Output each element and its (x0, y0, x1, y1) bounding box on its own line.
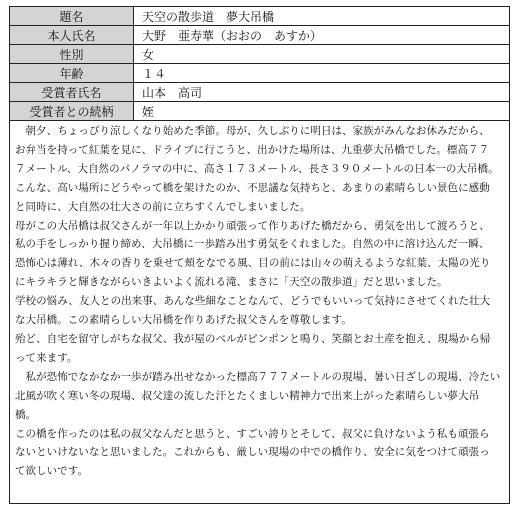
essay-line: この橋を作ったのは私の叔父なんだと思うと、すごい誇りとそして、叔父に負けないよう私も頑張ら (15, 427, 490, 440)
row-age (10, 64, 509, 83)
essay-line: 北風が吹く寒い冬の現場、叔父達の流した汗とたくましい精神力で出来上がった素晴らしい夢大吊 (15, 389, 480, 402)
value-awardee-name: 山本 高司 (142, 85, 203, 100)
essay-line: 殆ど、自宅を留守しがちな叔父、我が屋のベルがピンポンと鳴り、笑顔とお土産を抱え、現場から帰 (15, 332, 491, 345)
label-age: 年齢 (10, 64, 134, 82)
essay-line: 橋。 (15, 408, 37, 421)
essay-line: ７メートル、大自然のパノラマの中に、高さ１７３メートル、長さ３９０メートルの日本一の大吊橋。 (15, 162, 499, 175)
row-awardee-name (10, 83, 509, 102)
label-gender: 性別 (10, 45, 134, 63)
essay-line: な大吊橋。この素晴らしい大吊橋を作りあげた叔父さんを尊敬します。 (15, 314, 352, 327)
essay-line: にキラキラと輝きながらいきよいよく流れる滝、まさに「天空の散歩道」だと思いました。 (15, 276, 448, 289)
label-title: 題名 (10, 7, 134, 25)
essay-body (15, 122, 506, 482)
row-applicant-name (10, 26, 509, 45)
label-awardee-name: 受賞者氏名 (10, 83, 134, 101)
essay-line: 朝夕、ちょっぴり涼しくなり始めた季節。母が、久しぶりに明日は、家族がみんなお休みだから、 (15, 125, 490, 137)
value-gender: 女 (142, 47, 155, 62)
row-title (10, 7, 509, 26)
essay-line: 私が恐怖でなかなか一歩が踏み出せなかった標高７７７メートルの現場、暑い日ざしの現場、冷たい (15, 370, 501, 383)
award-form-sheet (9, 6, 510, 504)
essay-line: 私の手をしっかり握り締め、大吊橋に一歩踏み出す勇気をくれました。自然の中に溶け込んだ一瞬、 (15, 238, 490, 251)
value-age: １４ (142, 66, 167, 81)
essay-line: 母がこの大吊橋は叔父さんが一年以上かかり頑張って作りあげた橋だから、勇気を出して渡ろうと、 (15, 219, 490, 232)
row-gender (10, 45, 509, 64)
label-relationship: 受賞者との続柄 (10, 102, 134, 120)
essay-line: て欲しいです。 (15, 465, 89, 478)
essay-line: 学校の悩み、友人との出来事、あんな些細なことなんて、どうでもいいって気持にさせてくれた壮大 (15, 295, 491, 308)
essay-line: お弁当を持って紅葉を見に、ドライブに行こうと、出かけた場所は、九重夢大吊橋でした。標高７７ (15, 143, 490, 156)
essay-line: って来ます。 (15, 351, 78, 364)
row-relationship (10, 102, 509, 121)
value-applicant-name: 大野 亜寿華（おおの あすか） (142, 28, 323, 43)
essay-line: ないといけないなと思いました。これからも、厳しい現場の中での橋作り、安全に気をつけて頑張っ (15, 446, 490, 459)
label-applicant-name: 本人氏名 (10, 26, 134, 44)
value-title: 天空の散歩道 夢大吊橋 (142, 9, 275, 24)
essay-line: と同時に、大自然の壮大さの前に立ちすくんでしまいました。 (15, 200, 311, 213)
essay-line: 恐怖心は薄れ、木々の香りを乗せて頬をなでる風、目の前には山々の萌えるような紅葉、太陽の光り (15, 257, 491, 270)
value-relationship: 姪 (142, 104, 155, 119)
essay-line: こんな、高い場所にどうやって橋を架けたのか、不思議な気持ちと、あまりの素晴らしい景色に感動 (15, 181, 490, 194)
